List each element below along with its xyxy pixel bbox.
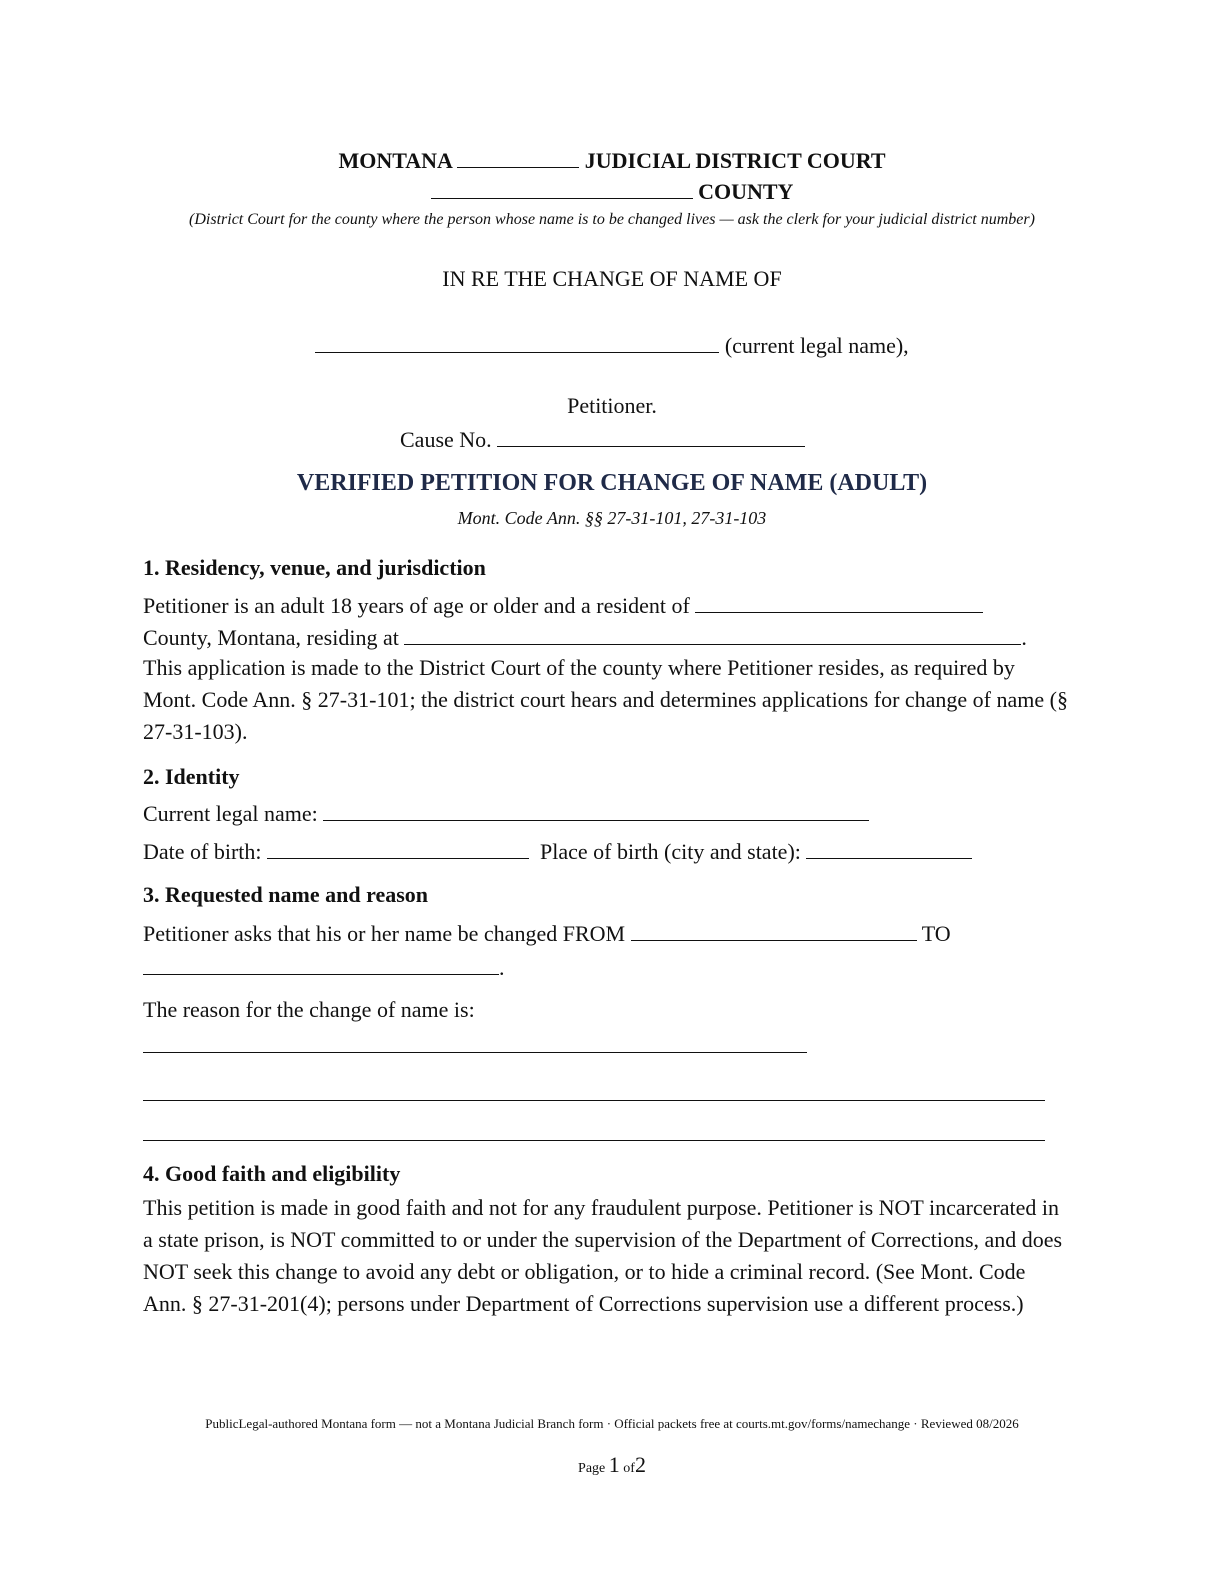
- of-word: of: [623, 1461, 635, 1476]
- current-legal-name-label: Current legal name:: [143, 801, 318, 826]
- dob-label: Date of birth:: [143, 839, 262, 864]
- new-name-line: [143, 952, 505, 981]
- reason-label: The reason for the change of name is:: [143, 997, 475, 1022]
- new-name-blank[interactable]: [143, 952, 499, 975]
- pob-blank[interactable]: [806, 836, 972, 859]
- page-word: Page: [578, 1461, 606, 1476]
- new-name-period: .: [499, 955, 505, 980]
- cause-label: Cause No.: [400, 427, 492, 452]
- section-2-heading: 2. Identity: [143, 764, 240, 789]
- county-label: COUNTY: [698, 179, 794, 204]
- from-name-blank[interactable]: [631, 918, 917, 941]
- page-total: 2: [634, 1452, 646, 1477]
- document-title: VERIFIED PETITION FOR CHANGE OF NAME (ADULT): [296, 470, 928, 496]
- current-legal-name-line: [143, 798, 869, 827]
- court-prefix: MONTANA: [338, 148, 452, 173]
- current-name-label: (current legal name),: [724, 333, 909, 358]
- residency-line: [143, 590, 983, 619]
- page-current: 1: [608, 1452, 620, 1477]
- residing-at-period: .: [1021, 625, 1027, 650]
- statute-citation: Mont. Code Ann. §§ 27-31-101, 27-31-103: [457, 508, 767, 528]
- residence-county-blank[interactable]: [695, 590, 983, 613]
- pob-label: Place of birth (city and state):: [540, 839, 801, 864]
- name-change-line: [143, 918, 951, 947]
- county-name-blank[interactable]: [431, 176, 693, 199]
- current-name-blank[interactable]: [315, 330, 719, 353]
- address-blank[interactable]: [404, 622, 1021, 645]
- court-caption-line1: [0, 145, 1224, 174]
- section-3-heading: 3. Requested name and reason: [143, 882, 429, 907]
- in-re-heading: IN RE THE CHANGE OF NAME OF: [442, 266, 782, 291]
- change-to-text: TO: [921, 921, 951, 946]
- reason-blank-3[interactable]: [143, 1118, 1045, 1141]
- section-4-heading: 4. Good faith and eligibility: [143, 1161, 401, 1186]
- reason-blank-2[interactable]: [143, 1078, 1045, 1101]
- section-1-heading: 1. Residency, venue, and jurisdiction: [143, 555, 486, 580]
- residency-text: Petitioner is an adult 18 years of age or older and a resident of: [143, 593, 690, 618]
- section-4-body: This petition is made in good faith and not for any fraudulent purpose. Petitioner is NOT incarcerated in a state prison, is NOT committed to or under the supervision of the Department of Corrections, and does NOT seek this change to avoid any debt or obligation, or to hide a criminal record. (See Mont. Code Ann. § 27-31-201(4); persons under Department of Corrections supervision use a different process.): [143, 1195, 1063, 1316]
- caption-note: (District Court for the county where the person whose name is to be changed lives — ask the clerk for your judicial district number): [189, 211, 1035, 228]
- residing-at-text: County, Montana, residing at: [143, 625, 399, 650]
- petitioner-label: Petitioner.: [567, 393, 657, 418]
- court-caption-line2: [0, 176, 1224, 205]
- dob-blank[interactable]: [267, 836, 529, 859]
- footer-note: PublicLegal-authored Montana form — not a Montana Judicial Branch form · Official packets free at courts.mt.gov/forms/namechange · Reviewed 08/2026: [205, 1416, 1019, 1431]
- court-suffix: JUDICIAL DISTRICT COURT: [584, 148, 886, 173]
- section-1-body: This application is made to the District Court of the county where Petitioner resides, as required by Mont. Code Ann. § 27-31-101; the district court hears and determines applications for change of name (§ 27-31-103).: [143, 655, 1068, 744]
- page-number: [0, 1452, 1224, 1478]
- current-legal-name-blank[interactable]: [323, 798, 869, 821]
- current-name-line: [0, 330, 1224, 359]
- cause-number-line: [400, 424, 805, 453]
- cause-number-blank[interactable]: [497, 424, 805, 447]
- change-from-text: Petitioner asks that his or her name be changed FROM: [143, 921, 626, 946]
- district-number-blank[interactable]: [457, 145, 579, 168]
- residing-at-line: [143, 622, 1027, 651]
- birth-line: [143, 836, 972, 865]
- reason-blank-1[interactable]: [143, 1030, 807, 1053]
